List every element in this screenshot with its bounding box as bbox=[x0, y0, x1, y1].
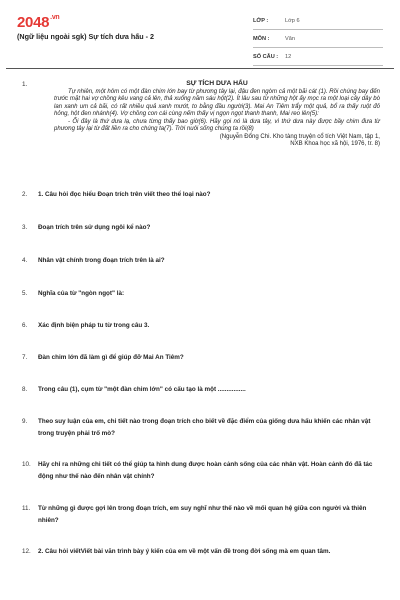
reading-passage bbox=[54, 80, 380, 149]
meta-value: Văn bbox=[285, 35, 295, 42]
question-number: 8. bbox=[22, 386, 28, 393]
question-text: Nghĩa của từ "ngòn ngọt" là: bbox=[38, 290, 125, 297]
question-item bbox=[22, 546, 384, 558]
question-number: 9. bbox=[22, 418, 28, 425]
question-text: Trong câu (1), cụm từ "một đàn chim lớn" có cấu tạo là một ................ bbox=[38, 386, 246, 393]
question-item bbox=[22, 503, 384, 527]
question-number: 5. bbox=[22, 290, 28, 297]
question-text: Đàn chim lớn đã làm gì để giúp đỡ Mai An Tiêm? bbox=[38, 354, 184, 361]
question-text: Nhân vật chính trong đoạn trích trên là ai? bbox=[38, 257, 165, 264]
question-text: Hãy chỉ ra những chi tiết có thể giúp ta hình dung được hoàn cảnh sống của các nhân vật. Hoàn cảnh đó đã tác động như thế nào đến nhân vật chính? bbox=[38, 461, 373, 480]
meta-row-subject bbox=[253, 30, 383, 48]
logo-text: 2048 bbox=[17, 14, 50, 31]
passage-source-line: (Nguyễn Đổng Chi. Kho tàng truyện cổ tích Việt Nam, tập 1, bbox=[219, 133, 380, 140]
passage-body bbox=[54, 89, 380, 149]
meta-label: MÔN : bbox=[253, 35, 270, 42]
question-item bbox=[22, 384, 384, 396]
question-number: 6. bbox=[22, 322, 28, 329]
question-number: 3. bbox=[22, 224, 28, 231]
passage-paragraph: - Ối đây là thứ dưa lạ, chưa từng thấy bao giờ(6). Hãy gọi nó là dưa tây, vì thứ dưa này được bầy chim đưa từ phương tây lại từ đất liền ra cho chúng ta(7). Trời nuôi sống chúng ta rồi(8) bbox=[54, 118, 380, 132]
meta-label: LỚP : bbox=[253, 17, 269, 24]
header-divider bbox=[6, 68, 394, 69]
meta-value: 12 bbox=[285, 53, 292, 60]
question-text: Đoạn trích trên sử dụng ngôi kể nào? bbox=[38, 224, 151, 231]
question-item bbox=[22, 320, 384, 332]
question-item bbox=[22, 189, 384, 201]
question-item bbox=[22, 416, 384, 440]
passage-number: 1. bbox=[22, 81, 28, 88]
question-item bbox=[22, 222, 384, 234]
question-item bbox=[22, 352, 384, 364]
logo-tld: .vn bbox=[50, 14, 60, 21]
question-text: Từ những gì được gợi lên trong đoạn trích, em suy nghĩ như thế nào về mối quan hệ giữa con người và thiên nhiên? bbox=[38, 505, 367, 524]
passage-paragraph: Tự nhiên, một hôm có một đàn chim lớn bay từ phương tây lại, đậu đen ngòm cả một bãi cát (1). Rồi chúng bay đến trước mặt hai vợ chồng kêu vang cả lên, thả xuống năm sáu hột(2). Ít lâu sau từ những hột ấy mọc ra một loại cây dây bò lan xanh um cả bãi, có rất nhiều quả xanh mướt, to bằng đầu người(3). Mai An Tiêm trẩy một quả, bổ ra thấy ruột đỏ hỏng, hột đen nhánh(4). Vợ chồng con cái cùng nếm thấy vị ngọn ngọt thanh thanh, Mai reo lên(5): bbox=[54, 88, 380, 117]
question-number: 10. bbox=[22, 461, 31, 468]
site-logo[interactable] bbox=[17, 14, 59, 31]
question-item bbox=[22, 288, 384, 300]
meta-label: SỐ CÂU : bbox=[253, 53, 279, 60]
question-number: 12. bbox=[22, 548, 31, 555]
question-number: 4. bbox=[22, 257, 28, 264]
meta-table bbox=[253, 12, 383, 66]
document-title: (Ngữ liệu ngoài sgk) Sự tích dưa hấu - 2 bbox=[17, 32, 155, 41]
question-item bbox=[22, 459, 384, 483]
passage-title: SỰ TÍCH DƯA HẤU bbox=[186, 80, 248, 87]
question-item bbox=[22, 255, 384, 267]
question-text: Theo suy luận của em, chi tiết nào trong đoạn trích cho biết về đặc điểm của giống dưa hấu khiến các nhân vật trong truyện phải trố mò? bbox=[38, 418, 371, 437]
question-text: Xác định biện pháp tu từ trong câu 3. bbox=[38, 322, 150, 329]
question-number: 7. bbox=[22, 354, 28, 361]
question-text: 2. Câu hỏi viếtViết bài văn trình bày ý kiến của em về một vấn đề trong đời sống mà em quan tâm. bbox=[38, 548, 331, 555]
question-number: 2. bbox=[22, 191, 28, 198]
question-text: 1. Câu hỏi đọc hiểu Đoạn trích trên viết theo thể loại nào? bbox=[38, 191, 211, 198]
meta-row-count bbox=[253, 48, 383, 66]
meta-value: Lớp 6 bbox=[285, 17, 300, 24]
question-number: 11. bbox=[22, 505, 31, 512]
meta-row-class bbox=[253, 12, 383, 30]
passage-source-line: NXB Khoa học xã hội, 1976, tr. 8) bbox=[290, 141, 380, 147]
